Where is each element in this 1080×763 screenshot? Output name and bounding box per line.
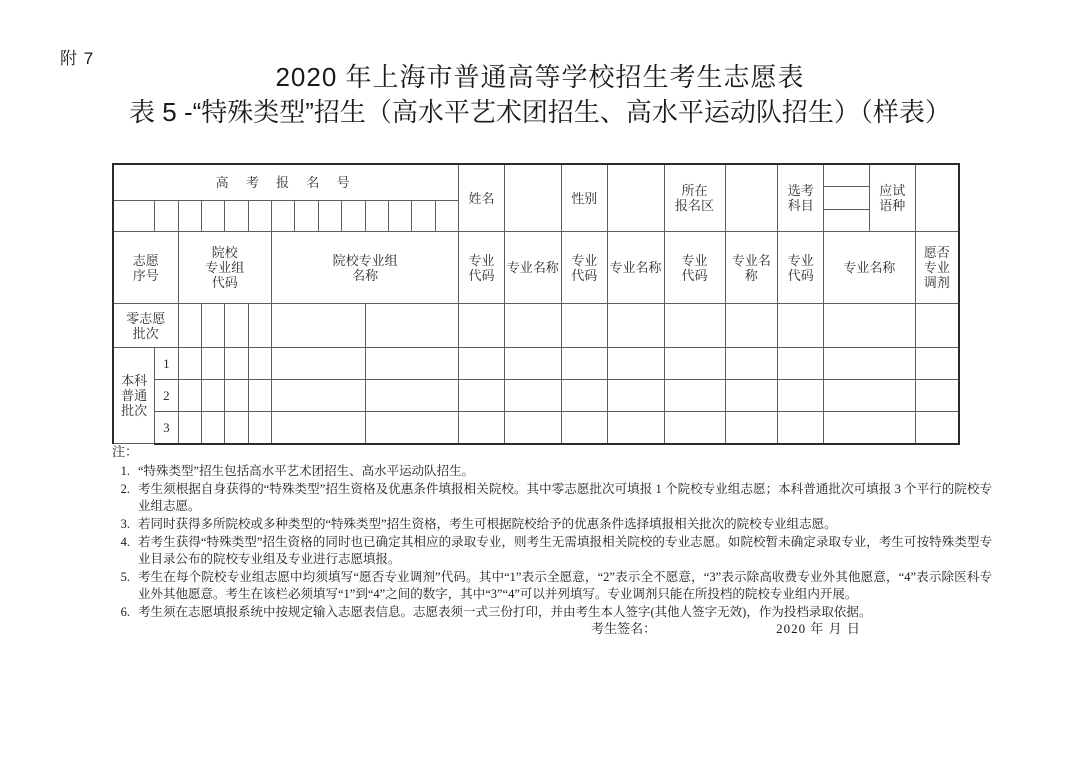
cell-major-code-2[interactable] — [561, 412, 607, 444]
cell-major-code-1[interactable] — [459, 412, 505, 444]
cell-group-name-b[interactable] — [365, 304, 459, 348]
cell-group-name[interactable] — [272, 380, 366, 412]
cell-group-code[interactable] — [225, 380, 248, 412]
label-test-language: 应试 语种 — [869, 164, 915, 232]
cell-group-code[interactable] — [225, 348, 248, 380]
cell-major-code-1[interactable] — [459, 380, 505, 412]
cell-group-name-b[interactable] — [365, 380, 459, 412]
note-text: “特殊类型”招生包括高水平艺术团招生、高水平运动队招生。 — [138, 464, 475, 478]
cell-group-code[interactable] — [225, 412, 248, 444]
signature-row — [112, 618, 960, 637]
column-header-major-code-2: 专业 代码 — [561, 232, 607, 304]
input-name[interactable] — [504, 164, 561, 232]
cell-major-name-4[interactable] — [824, 412, 916, 444]
column-header-major-code-4: 专业 代码 — [778, 232, 824, 304]
list-item — [112, 569, 992, 603]
exam-number-cell[interactable] — [365, 201, 388, 232]
exam-number-cell[interactable] — [178, 201, 201, 232]
attachment-label: 附 7 — [60, 49, 95, 68]
input-elective-subject-2[interactable] — [824, 187, 869, 209]
cell-major-code-3[interactable] — [664, 348, 725, 380]
table-row — [113, 380, 959, 412]
note-text: 考生须在志愿填报系统中按规定输入志愿表信息。志愿表须一式三份打印，并由考生本人签字(其他人签字无效)，作为投档录取依据。 — [138, 605, 872, 619]
cell-group-code[interactable] — [248, 348, 271, 380]
column-header-group-code: 院校 专业组 代码 — [178, 232, 272, 304]
cell-group-code[interactable] — [178, 304, 201, 348]
list-item — [112, 463, 992, 480]
cell-adjust[interactable] — [915, 348, 959, 380]
title-block — [0, 60, 1080, 130]
column-header-major-code-1: 专业 代码 — [459, 232, 505, 304]
exam-number-header: 高 考 报 名 号 — [113, 164, 459, 201]
cell-group-code[interactable] — [248, 380, 271, 412]
cell-major-name-1[interactable] — [504, 304, 561, 348]
cell-major-name-3[interactable] — [725, 304, 778, 348]
exam-number-cell[interactable] — [248, 201, 271, 232]
cell-major-code-4[interactable] — [778, 304, 824, 348]
note-number: 3. — [120, 517, 130, 531]
cell-major-name-4[interactable] — [824, 380, 916, 412]
volunteer-form — [112, 163, 960, 445]
cell-major-name-1[interactable] — [504, 348, 561, 380]
input-test-language[interactable] — [915, 164, 959, 232]
cell-group-code[interactable] — [201, 380, 224, 412]
note-text: 考生须根据自身获得的“特殊类型”招生资格及优惠条件填报相关院校。其中零志愿批次可填报 1 个院校专业组志愿；本科普通批次可填报 3 个平行的院校专业组志愿。 — [138, 482, 992, 513]
cell-group-name-b[interactable] — [365, 348, 459, 380]
cell-major-name-2[interactable] — [607, 412, 664, 444]
cell-major-code-1[interactable] — [459, 348, 505, 380]
note-text: 若同时获得多所院校或多种类型的“特殊类型”招生资格，考生可根据院校给予的优惠条件选择填报相关批次的院校专业组志愿。 — [138, 517, 837, 531]
cell-group-code[interactable] — [178, 348, 201, 380]
cell-adjust[interactable] — [915, 380, 959, 412]
cell-group-code[interactable] — [178, 380, 201, 412]
row-seq-number: 3 — [155, 412, 178, 444]
cell-major-code-4[interactable] — [778, 412, 824, 444]
cell-group-code[interactable] — [201, 348, 224, 380]
signature-label: 考生签名： — [591, 621, 657, 636]
cell-group-name-b[interactable] — [365, 412, 459, 444]
label-name: 姓名 — [459, 164, 505, 232]
cell-major-name-3[interactable] — [725, 412, 778, 444]
signature-date-label: 2020 年 月 日 — [776, 621, 861, 636]
cell-group-code[interactable] — [201, 304, 224, 348]
note-number: 2. — [120, 482, 130, 496]
cell-major-code-2[interactable] — [561, 380, 607, 412]
column-header-major-name-1: 专业名称 — [504, 232, 561, 304]
exam-number-cell[interactable] — [342, 201, 365, 232]
cell-major-code-4[interactable] — [778, 380, 824, 412]
page-subtitle: 表 5 -“特殊类型”招生（高水平艺术团招生、高水平运动队招生）（样表） — [129, 97, 951, 127]
column-header-major-name-3: 专业名称 — [725, 232, 778, 304]
exam-number-cell[interactable] — [388, 201, 411, 232]
cell-major-code-3[interactable] — [664, 412, 725, 444]
exam-number-cell[interactable] — [412, 201, 435, 232]
column-header-major-name-2: 专业名称 — [607, 232, 664, 304]
cell-major-name-3[interactable] — [725, 380, 778, 412]
cell-major-name-2[interactable] — [607, 380, 664, 412]
cell-group-code[interactable] — [178, 412, 201, 444]
cell-group-code[interactable] — [248, 304, 271, 348]
note-number: 4. — [120, 535, 130, 549]
volunteer-form-table — [112, 163, 960, 445]
cell-group-code[interactable] — [225, 304, 248, 348]
row-seq-number: 1 — [155, 348, 178, 380]
row-seq-number: 2 — [155, 380, 178, 412]
label-district: 所在 报名区 — [664, 164, 725, 232]
cell-major-name-4[interactable] — [824, 348, 916, 380]
note-text: 若考生获得“特殊类型”招生资格的同时也已确定其相应的录取专业，则考生无需填报相关院校的专业志愿。如院校暂未确定录取专业，考生可按特殊类型专业目录公布的院校专业组及专业进行志愿填报。 — [138, 535, 992, 566]
cell-major-name-4[interactable] — [824, 304, 916, 348]
batch-label-zero: 零志愿 批次 — [113, 304, 178, 348]
column-header-major-code-3: 专业 代码 — [664, 232, 725, 304]
input-elective-subject-1[interactable] — [824, 165, 869, 187]
form-header-row-exam-number — [113, 164, 959, 201]
table-row — [113, 348, 959, 380]
cell-major-name-3[interactable] — [725, 348, 778, 380]
cell-major-code-3[interactable] — [664, 304, 725, 348]
cell-major-code-3[interactable] — [664, 380, 725, 412]
list-item — [112, 481, 992, 515]
cell-major-name-2[interactable] — [607, 348, 664, 380]
cell-major-code-2[interactable] — [561, 304, 607, 348]
cell-group-name[interactable] — [272, 412, 366, 444]
exam-number-cell[interactable] — [295, 201, 318, 232]
note-number: 1. — [120, 464, 130, 478]
cell-major-name-1[interactable] — [504, 412, 561, 444]
exam-number-cell[interactable] — [225, 201, 248, 232]
input-district[interactable] — [725, 164, 778, 232]
notes-section — [112, 441, 992, 622]
input-elective-subject-group — [824, 164, 870, 232]
table-row — [113, 304, 959, 348]
exam-number-cell[interactable] — [113, 201, 155, 232]
exam-number-cell[interactable] — [201, 201, 224, 232]
list-item — [112, 534, 992, 568]
column-header-adjust: 愿否 专业 调剂 — [915, 232, 959, 304]
note-number: 6. — [120, 605, 130, 619]
cell-major-name-2[interactable] — [607, 304, 664, 348]
exam-number-cell[interactable] — [318, 201, 341, 232]
exam-number-cell[interactable] — [435, 201, 458, 232]
cell-major-code-2[interactable] — [561, 348, 607, 380]
notes-label: 注： — [112, 444, 139, 459]
input-elective-subject-3[interactable] — [824, 210, 869, 231]
column-header-row — [113, 232, 959, 304]
list-item — [112, 516, 992, 533]
input-gender[interactable] — [607, 164, 664, 232]
cell-group-code[interactable] — [248, 412, 271, 444]
cell-group-name[interactable] — [272, 304, 366, 348]
column-header-seq: 志愿 序号 — [113, 232, 178, 304]
batch-label-benke: 本科 普通 批次 — [113, 348, 155, 444]
cell-group-name[interactable] — [272, 348, 366, 380]
cell-adjust[interactable] — [915, 412, 959, 444]
note-number: 5. — [120, 570, 130, 584]
label-gender: 性别 — [561, 164, 607, 232]
page-title: 2020 年上海市普通高等学校招生考生志愿表 — [275, 62, 805, 92]
exam-number-cell[interactable] — [155, 201, 178, 232]
cell-major-code-4[interactable] — [778, 348, 824, 380]
table-row — [113, 412, 959, 444]
cell-group-code[interactable] — [201, 412, 224, 444]
cell-major-code-1[interactable] — [459, 304, 505, 348]
column-header-group-name: 院校专业组 名称 — [272, 232, 459, 304]
label-elective-subject: 选考 科目 — [778, 164, 824, 232]
cell-adjust[interactable] — [915, 304, 959, 348]
cell-major-name-1[interactable] — [504, 380, 561, 412]
exam-number-cell[interactable] — [272, 201, 295, 232]
note-text: 考生在每个院校专业组志愿中均须填写“愿否专业调剂”代码。其中“1”表示全愿意，“2”表示全不愿意，“3”表示除高收费专业外其他愿意，“4”表示除医科专业外其他愿意。考生在该栏必须填写“1”到“4”之间的数字，其中“3”“4”可以并列填写。专业调剂只能在所投档的院校专业组内开展。 — [138, 570, 992, 601]
column-header-major-name-4: 专业名称 — [824, 232, 916, 304]
